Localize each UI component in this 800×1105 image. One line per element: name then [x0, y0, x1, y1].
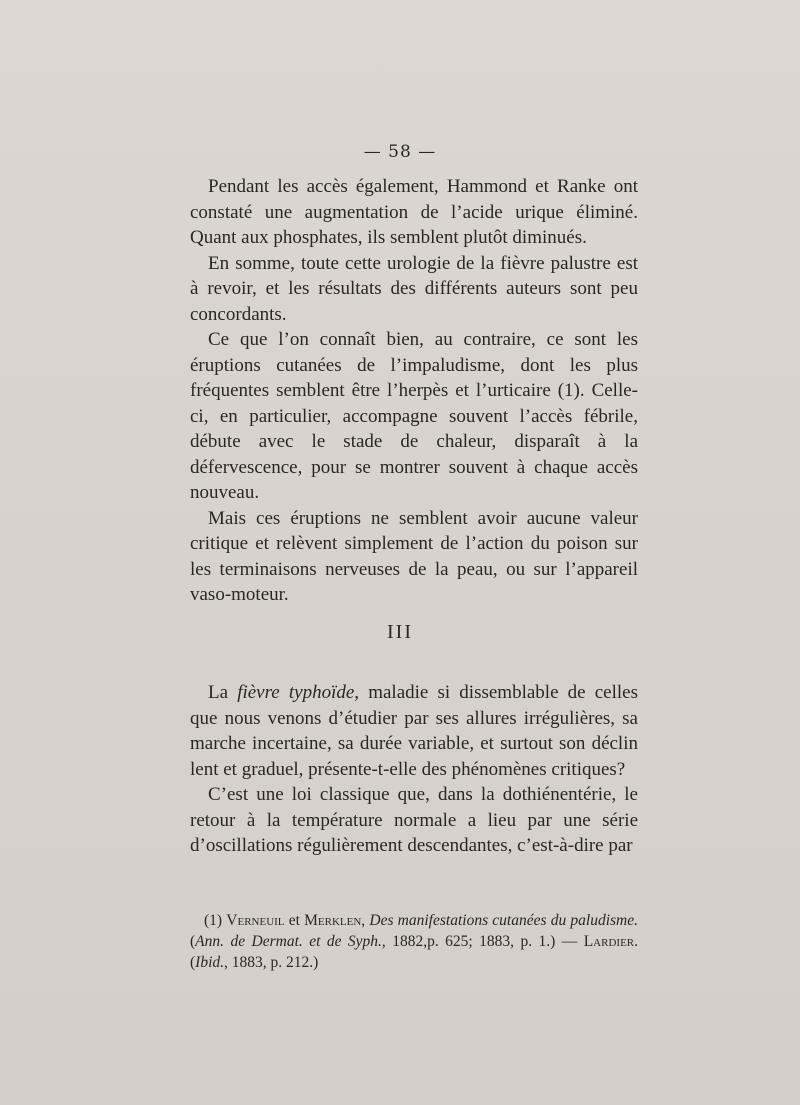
footnote-ref: , 1883, p. 212.)	[224, 954, 319, 971]
footnote-sep: .	[634, 933, 639, 950]
paragraph: Pendant les accès également, Hammond et Ranke ont constaté une augmentation de l’acide urique éliminé. Quant aux phosphates, ils semblent plutôt diminués.	[190, 176, 638, 248]
paragraph: C’est une loi classique que, dans la dothiénentérie, le retour à la température normale a lieu par une série d’oscillations régulièrement descendantes, c’est-à-dire par	[190, 784, 638, 856]
footnote-ibid: Ibid.	[195, 954, 225, 971]
footnote-title: Des manifestations cutanées du paludisme.	[369, 912, 639, 929]
footnote-conj: et	[284, 912, 305, 929]
footnote-sep: ,	[361, 912, 370, 929]
paragraph: Ce que l’on connaît bien, au contraire, ce sont les éruptions cutanées de l’impaludisme, dont les plus fréquentes semblent être l’herpès et l’urticaire (1). Celle-ci, en particulier, accompagne souvent l’accès fébrile, débute avec le stade de chaleur, disparaît à la défervescence, pour se montrer souvent à chaque accès nouveau.	[190, 329, 638, 503]
footnote-marker: (1)	[204, 912, 227, 929]
body-text-top	[190, 174, 638, 608]
footnote-journal: Ann. de Dermat. et de Syph.	[195, 933, 382, 950]
footnote	[190, 910, 638, 973]
footnote-author: Verneuil	[226, 912, 285, 929]
italic-term: fièvre typhoïde,	[237, 682, 360, 703]
paragraph-rest: maladie si dissemblable de celles que nous venons d’étudier par ses allures irrégulières, sa marche incertaine, sa durée variable, et surtout son déclin lent et graduel, présente-t-elle des phénomènes critiques?	[190, 682, 638, 780]
footnote-author: Lardier	[583, 933, 635, 950]
footnote-ref: , 1882,p. 625; 1883, p. 1.) —	[381, 933, 584, 950]
paragraph	[190, 680, 638, 782]
page-number: — 58 —	[363, 142, 437, 162]
body-text-section	[190, 680, 638, 859]
section-heading: III	[387, 621, 413, 643]
footnote-sep: (	[190, 954, 196, 971]
paragraph: Mais ces éruptions ne semblent avoir aucune valeur critique et relèvent simplement de l’action du poison sur les terminaisons nerveuses de la peau, ou sur l’appareil vaso-moteur.	[190, 507, 638, 605]
footnote-text	[190, 910, 638, 973]
paragraph: En somme, toute cette urologie de la fièvre palustre est à revoir, et les résultats des différents auteurs sont peu concordants.	[190, 252, 638, 325]
footnote-author: Merklen	[304, 912, 362, 929]
footnote-sep: (	[190, 933, 196, 950]
paragraph-lead: La	[208, 682, 238, 703]
